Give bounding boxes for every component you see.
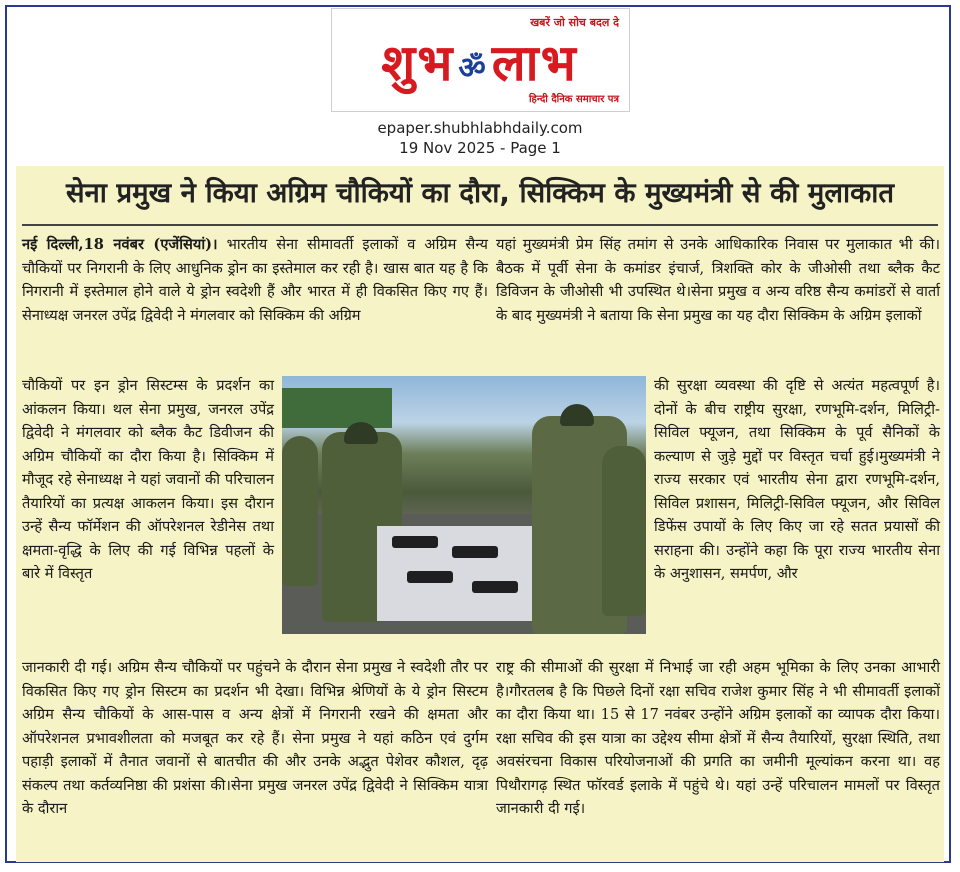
ganesha-icon: ॐ bbox=[458, 51, 488, 86]
article-paragraph-right-top: यहां मुख्यमंत्री प्रेम सिंह तमांग से उनके आधिकारिक निवास पर मुलाकात भी की। बैठक में पूर्वी सेना के कमांडर इंचार्ज, त्रिशक्ति कोर के जीओसी तथा ब्लैक कैट डिविजन के जीओसी भी उपस्थित थे।सेना प्रमुख व अन्य वरिष्ठ सैन्य कमांडरों से वार्ता के बाद मुख्यमंत्री ने बताया कि सेना प्रमुख का यह दौरा सिक्किम के अग्रिम इलाकों bbox=[496, 236, 940, 324]
masthead-title bbox=[342, 27, 617, 95]
masthead-tagline: खबरें जो सोच बदल दे bbox=[530, 16, 619, 29]
masthead-subtitle: हिन्दी दैनिक समाचार पत्र bbox=[528, 94, 619, 105]
article-dateline: नई दिल्ली,18 नवंबर (एजेंसियां)। bbox=[22, 236, 218, 253]
masthead-name-right: लाभ bbox=[491, 34, 578, 92]
article-paragraph-left-bottom: जानकारी दी गई। अग्रिम सैन्य चौकियों पर पहुंचने के दौरान सेना प्रमुख ने स्वदेशी तौर पर विकसित किए गए ड्रोन सिस्टम का प्रदर्शन भी देखा। विभिन्न श्रेणियों के ये ड्रोन सिस्टम अग्रिम सैन्य चौकियों के आस-पास व अन्य क्षेत्रों में निगरानी रखने की क्षमता और ऑपरेशनल प्रभावशीलता को मजबूत कर रहे हैं। सेना प्रमुख ने यहां कठिन एवं दुर्गम पहाड़ी इलाकों में तैनात जवानों से बातचीत की और उनके अद्भुत पेशेवर कौशल, दृढ़ संकल्प तथा कर्तव्यनिष्ठा की प्रशंसा की।सेना प्रमुख जनरल उपेंद्र द्विवेदी ने सिक्किम यात्रा के दौरान bbox=[22, 659, 488, 817]
site-url[interactable]: epaper.shubhlabhdaily.com bbox=[377, 119, 583, 137]
article-paragraph-right-bottom: राष्ट्र की सीमाओं की सुरक्षा में निभाई जा रही अहम भूमिका के लिए उनका आभारी है।गौरतलब है कि पिछले दिनों रक्षा सचिव राजेश कुमार सिंह ने भी सीमावर्ती इलाकों का दौरा किया था। 15 से 17 नवंबर उन्होंने अग्रिम इलाकों का व्यापक दौरा किया। रक्षा सचिव की इस यात्रा का उद्देश्य सीमा क्षेत्रों में सैन्य तैयारियों, सुरक्षा स्थिति, तथा अवसंरचना विकास परियोजनाओं की प्रगति का जमीनी मूल्यांकन करना था। वह पिथौरागढ़ स्थित फॉरवर्ड इलाके में पहुंचे थे। यहां उन्हें परिचालन मामलों पर विस्तृत जानकारी दी गई। bbox=[496, 659, 940, 817]
page-date: 19 Nov 2025 - Page 1 bbox=[399, 139, 561, 157]
article-text-left-top bbox=[22, 233, 488, 327]
headline-divider bbox=[22, 224, 938, 226]
masthead-logo bbox=[331, 8, 630, 112]
article-headline: सेना प्रमुख ने किया अग्रिम चौकियों का दौरा, सिक्किम के मुख्यमंत्री से की मुलाकात bbox=[65, 177, 895, 209]
masthead-name-left: शुभ bbox=[381, 34, 455, 92]
article-paragraph-left-mid: चौकियों पर इन ड्रोन सिस्टम्स के प्रदर्शन का आंकलन किया। थल सेना प्रमुख, जनरल उपेंद्र द्विवेदी ने मंगलवार को ब्लैक कैट डिवीजन की अग्रिम चौकियों का दौरा किया है। सिक्किम में मौजूद रहे सेनाध्यक्ष ने यहां जवानों की परिचालन तैयारियों का प्रत्यक्ष आकलन किया। इस दौरान उन्हें सैन्य फॉर्मेशन की ऑपरेशनल रेडीनेस तथा क्षमता-वृद्धि के लिए की गई विभिन्न पहलों के बारे में विस्तृत bbox=[22, 377, 274, 582]
article-paragraph-left-top: भारतीय सेना सीमावर्ती इलाकों व अग्रिम सैन्य चौकियों पर निगरानी के लिए आधुनिक ड्रोन का इस्तेमाल कर रही है। खास बात यह है कि निगरानी में इस्तेमाल होने वाले ये ड्रोन स्वदेशी हैं और भारत में ही विकसित किए गए हैं। सेनाध्यक्ष जनरल उपेंद्र द्विवेदी ने मंगलवार को सिक्किम की अग्रिम bbox=[22, 236, 489, 324]
news-clipping bbox=[16, 166, 944, 862]
article-photo bbox=[282, 376, 646, 634]
article-paragraph-right-mid: की सुरक्षा व्यवस्था की दृष्टि से अत्यंत महत्वपूर्ण है। दोनों के बीच राष्ट्रीय सुरक्षा, रणभूमि-दर्शन, मिलिट्री-सिविल फ्यूजन, तथा सिक्किम के पूर्व सैनिकों के कल्याण से जुड़े मुद्दों पर विस्तृत चर्चा हुई।मुख्यमंत्री ने राज्य सरकार एवं भारतीय सेना द्वारा रणभूमि-दर्शन, सिविल प्रशासन, मिलिट्री-सिविल फ्यूजन, और सिविल डिफेंस उपायों के लिए किए जा रहे सतत प्रयासों की सराहना की। उन्होंने कहा कि पूरा राज्य भारतीय सेना के अनुशासन, समर्पण, और bbox=[654, 377, 940, 582]
